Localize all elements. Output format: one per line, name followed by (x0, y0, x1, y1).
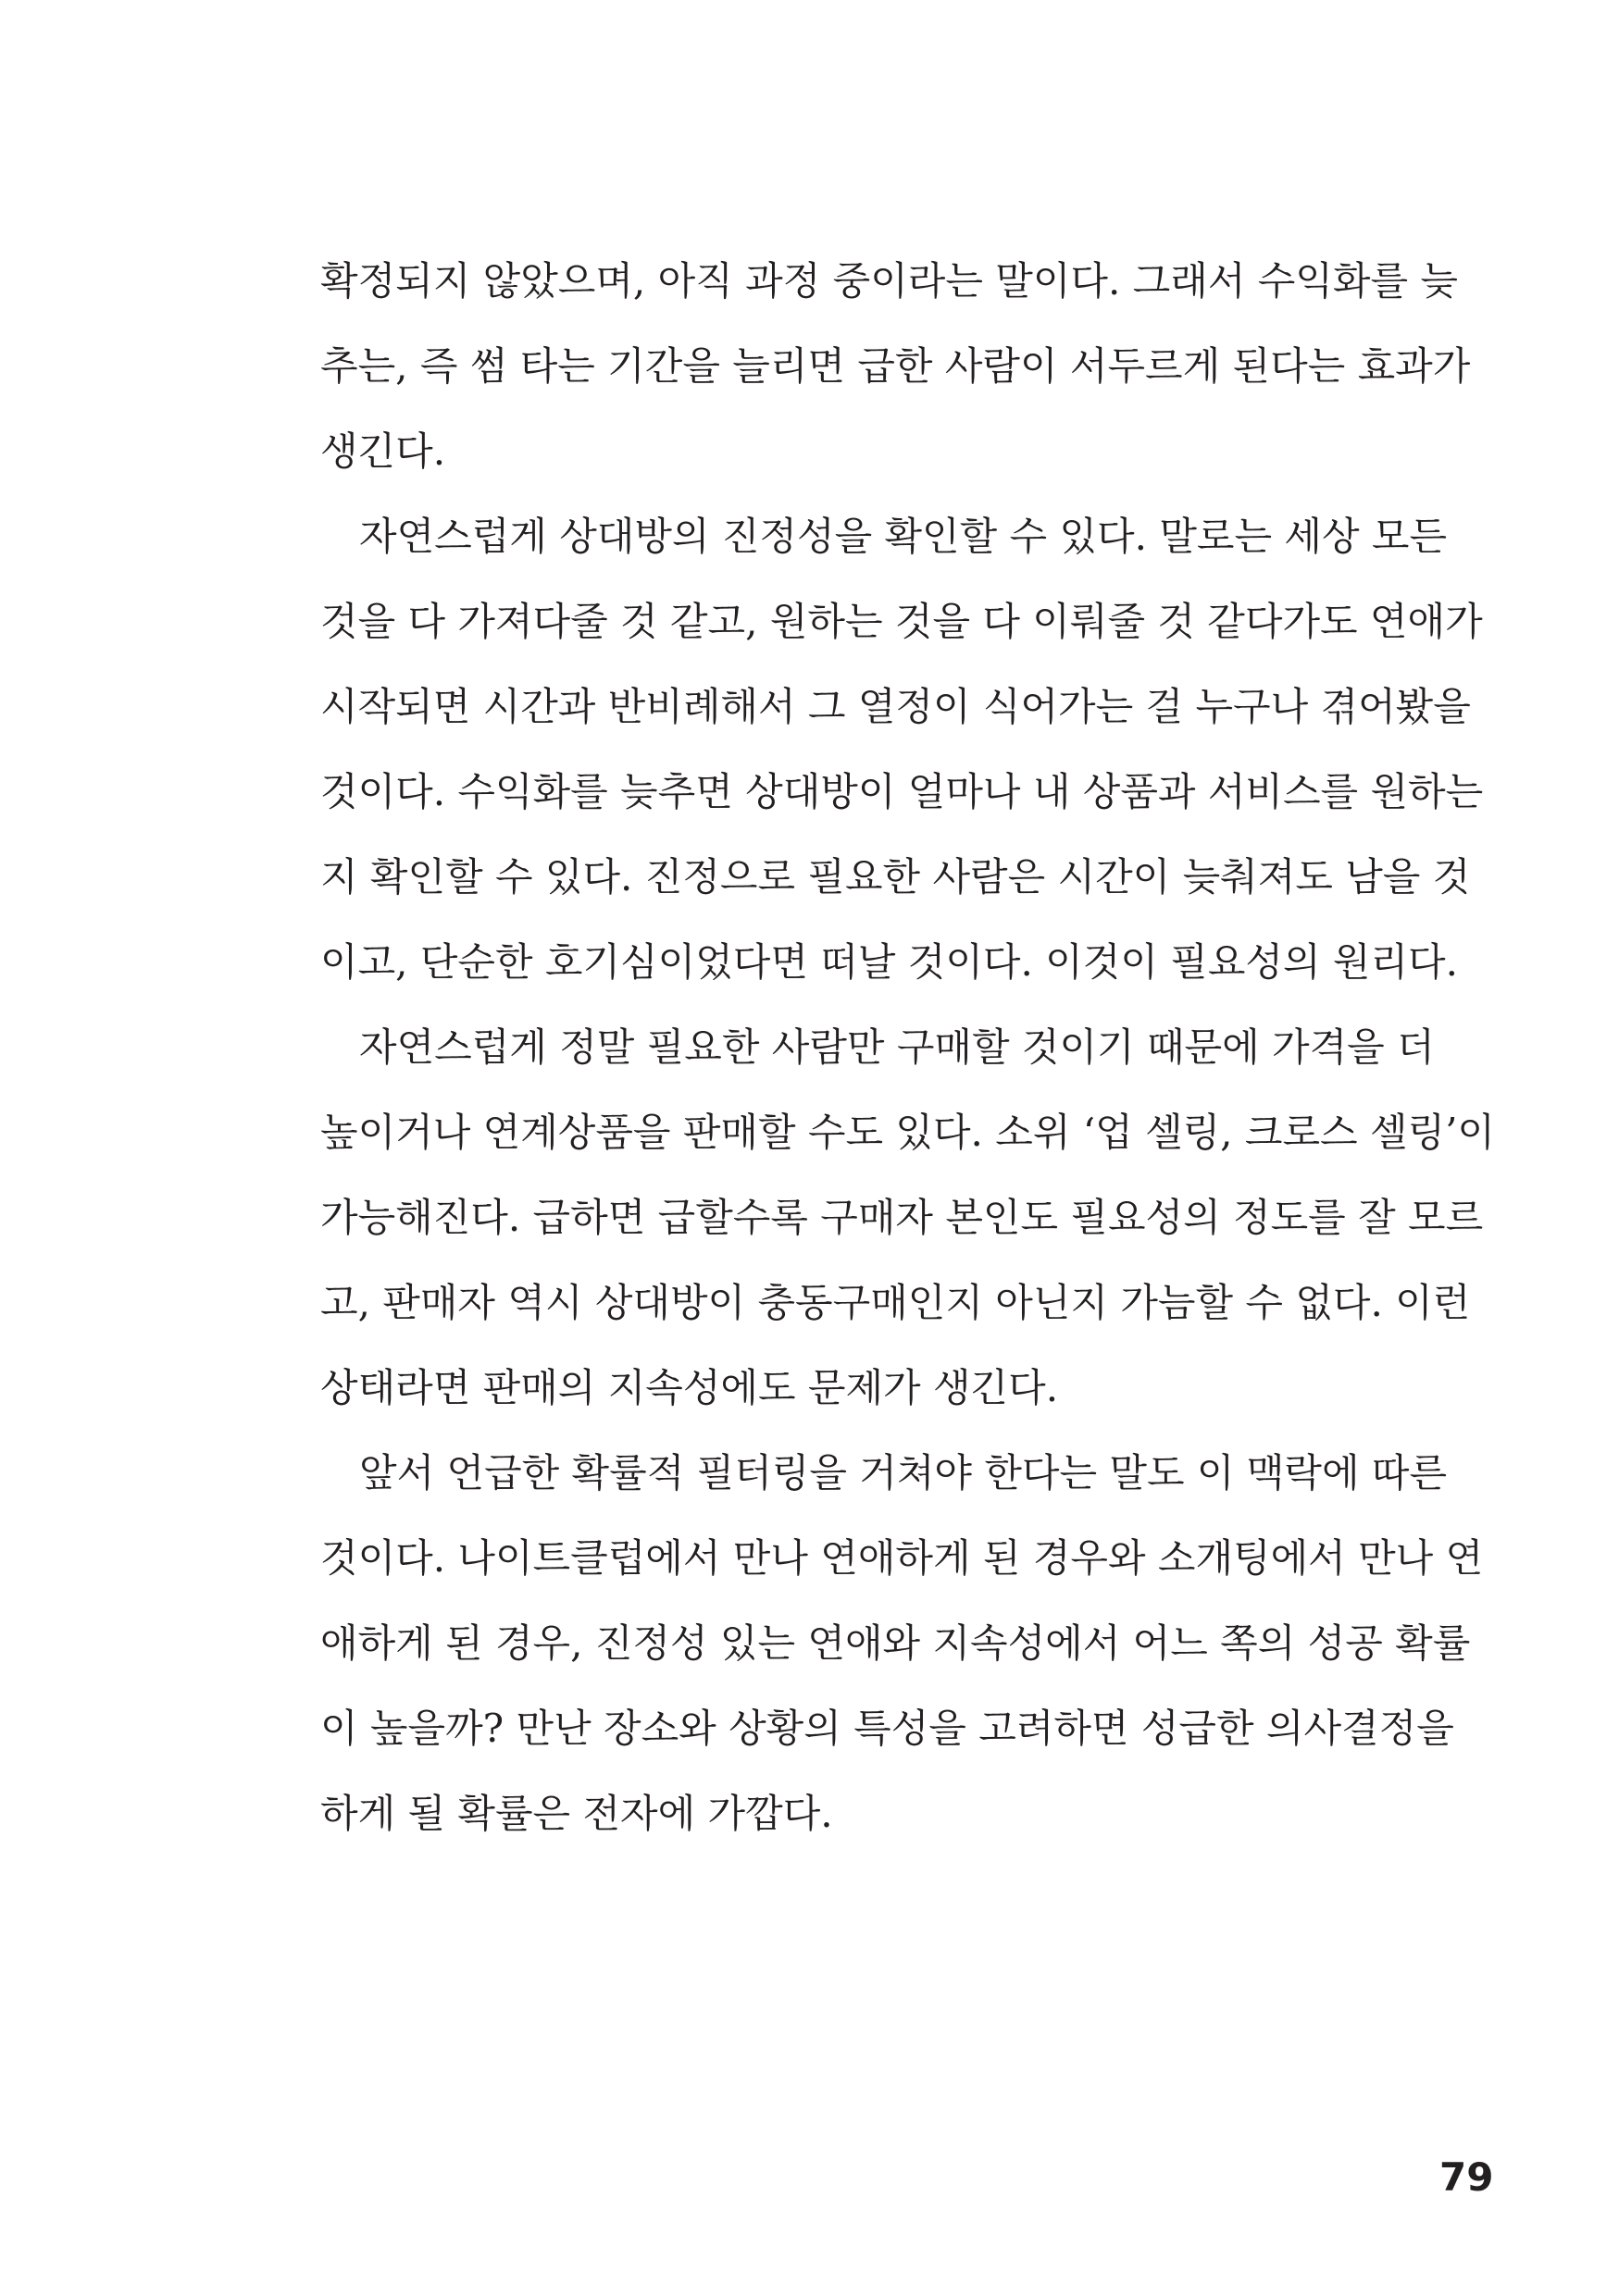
text-line: 확정되지 않았으며, 아직 과정 중이라는 말이다. 그래서 수익화를 늦 (320, 258, 1458, 304)
text-line: 가능해진다. 급하면 급할수록 구매자 본인도 필요성의 정도를 잘 모르 (320, 1195, 1484, 1240)
text-line: 자연스럽게 상대방의 진정성을 확인할 수 있다. 말로는 세상 모든 (359, 514, 1448, 559)
paragraph-4 (320, 1431, 1484, 1856)
paragraph-1 (320, 239, 1471, 494)
text-line: 상태라면 판매의 지속성에도 문제가 생긴다. (320, 1365, 1059, 1410)
text-line: 이 높을까? 만난 장소와 상황의 특성을 고려하면 성급한 의사결정을 (320, 1706, 1454, 1751)
text-line: 추는, 즉 썸 타는 기간을 늘리면 급한 사람이 서두르게 된다는 효과가 (320, 343, 1471, 389)
paragraph-2 (320, 494, 1484, 1005)
text-line: 것을 다 가져다줄 것 같고, 원하는 것을 다 이뤄줄 것 같다가도 연애가 (320, 599, 1483, 644)
text-line: 시작되면 시간과 반비례해서 그 열정이 식어가는 걸 누구나 겪어봤을 (320, 684, 1471, 729)
text-line: 것이다. 나이트클럽에서 만나 연애하게 된 경우와 소개팅에서 만나 연 (320, 1535, 1484, 1581)
text-line: 고, 판매자 역시 상대방이 충동구매인지 아닌지 가늠할 수 없다. 이런 (320, 1280, 1471, 1325)
paragraph-3 (320, 1005, 1496, 1431)
text-line: 하게 될 확률은 전자에 가깝다. (320, 1791, 833, 1836)
text-line: 앞서 언급한 확률적 필터링을 거쳐야 한다는 말도 이 맥락에 따른 (359, 1450, 1448, 1496)
text-line: 지 확인할 수 있다. 진정으로 필요한 사람은 시간이 늦춰져도 남을 것 (320, 854, 1471, 900)
text-line: 이고, 단순한 호기심이었다면 떠날 것이다. 이것이 필요성의 원리다. (320, 939, 1458, 985)
text-line: 것이다. 수익화를 늦추면 상대방이 얼마나 내 상품과 서비스를 원하는 (320, 769, 1484, 814)
page-number: 79 (1439, 2154, 1494, 2200)
page-body (320, 239, 1496, 1856)
text-line: 애하게 된 경우, 진정성 있는 연애와 지속성에서 어느 쪽의 성공 확률 (320, 1620, 1471, 1666)
text-line: 자연스럽게 정말 필요한 사람만 구매할 것이기 때문에 가격을 더 (359, 1024, 1435, 1070)
text-line: 높이거나 연계상품을 판매할 수도 있다. 소위 ‘업 셀링, 크로스 셀링’이 (320, 1110, 1496, 1155)
text-line: 생긴다. (320, 428, 446, 474)
